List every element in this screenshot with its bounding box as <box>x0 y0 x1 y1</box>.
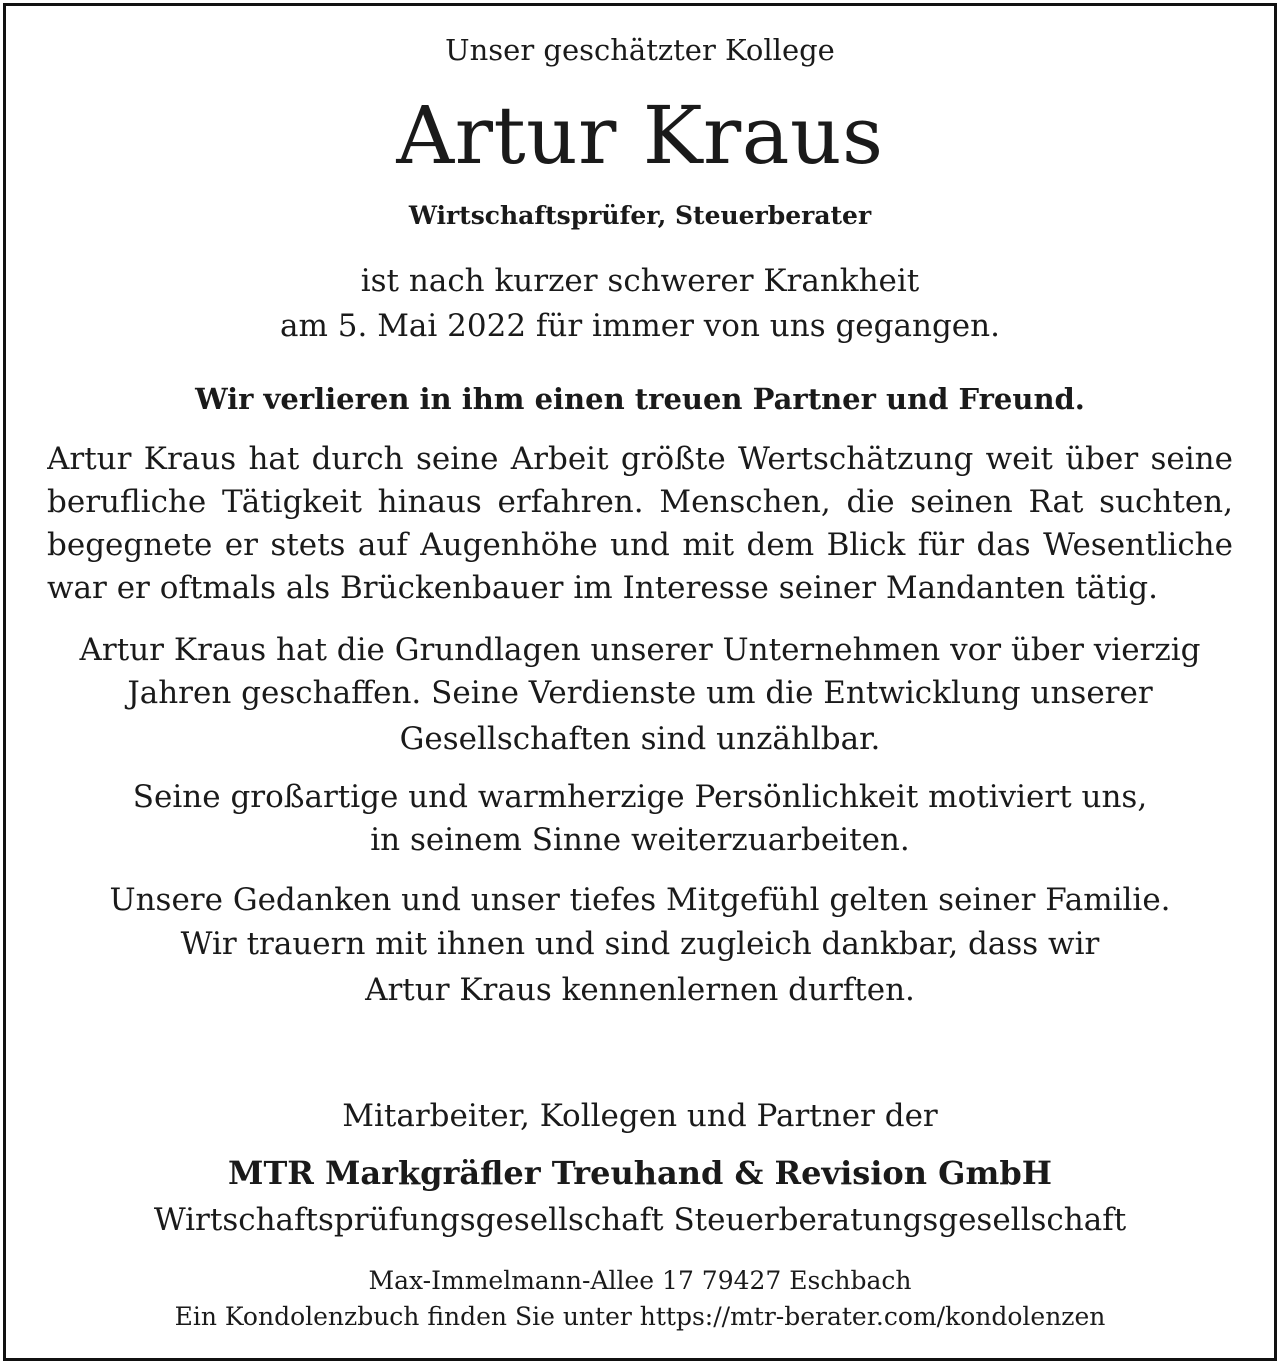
intro-text: Unser geschätzter Kollege <box>445 33 835 67</box>
paragraph1-line-1: Artur Kraus hat durch seine Arbeit größte Wertschätzung weit über seine <box>47 441 1233 477</box>
deceased-name: Artur Kraus <box>396 89 884 182</box>
paragraph4-line-1: Unsere Gedanken und unser tiefes Mitgefühl gelten seiner Familie. <box>109 882 1171 918</box>
signature-from-line: Mitarbeiter, Kollegen und Partner der <box>342 1098 938 1134</box>
paragraph4-line-2: Wir trauern mit ihnen und sind zugleich dankbar, dass wir <box>180 926 1100 962</box>
passing-line-2: am 5. Mai 2022 für immer von uns gegangen. <box>280 308 1000 344</box>
company-address: Max-Immelmann-Allee 17 79427 Eschbach <box>368 1266 912 1295</box>
paragraph3-line-1: Seine großartige und warmherzige Persönlichkeit motiviert uns, <box>132 779 1148 815</box>
company-name: MTR Markgräfler Treuhand & Revision GmbH <box>228 1154 1052 1192</box>
profession: Wirtschaftsprüfer, Steuerberater <box>408 201 872 230</box>
paragraph2-line-1: Artur Kraus hat die Grundlagen unserer Unternehmen vor über vierzig <box>79 632 1201 668</box>
passing-line-1: ist nach kurzer schwerer Krankheit <box>360 263 920 299</box>
paragraph2-line-3: Gesellschaften sind unzählbar. <box>399 721 881 757</box>
paragraph3-line-2: in seinem Sinne weiterzuarbeiten. <box>370 822 910 858</box>
paragraph1-line-2: berufliche Tätigkeit hinaus erfahren. Menschen, die seinen Rat suchten, <box>47 484 1233 520</box>
paragraph2-line-2: Jahren geschaffen. Seine Verdienste um die Entwicklung unserer <box>127 675 1153 711</box>
company-type: Wirtschaftsprüfungsgesellschaft Steuerberatungsgesellschaft <box>153 1202 1127 1238</box>
paragraph4-line-3: Artur Kraus kennenlernen durften. <box>365 972 915 1008</box>
headline: Wir verlieren in ihm einen treuen Partner und Freund. <box>195 382 1085 416</box>
condolence-book-note: Ein Kondolenzbuch finden Sie unter https://mtr-berater.com/kondolenzen <box>174 1302 1106 1331</box>
paragraph1-line-4: war er oftmals als Brückenbauer im Interesse seiner Mandanten tätig. <box>47 570 1158 606</box>
paragraph1-line-3: begegnete er stets auf Augenhöhe und mit dem Blick für das Wesentliche <box>47 527 1233 563</box>
